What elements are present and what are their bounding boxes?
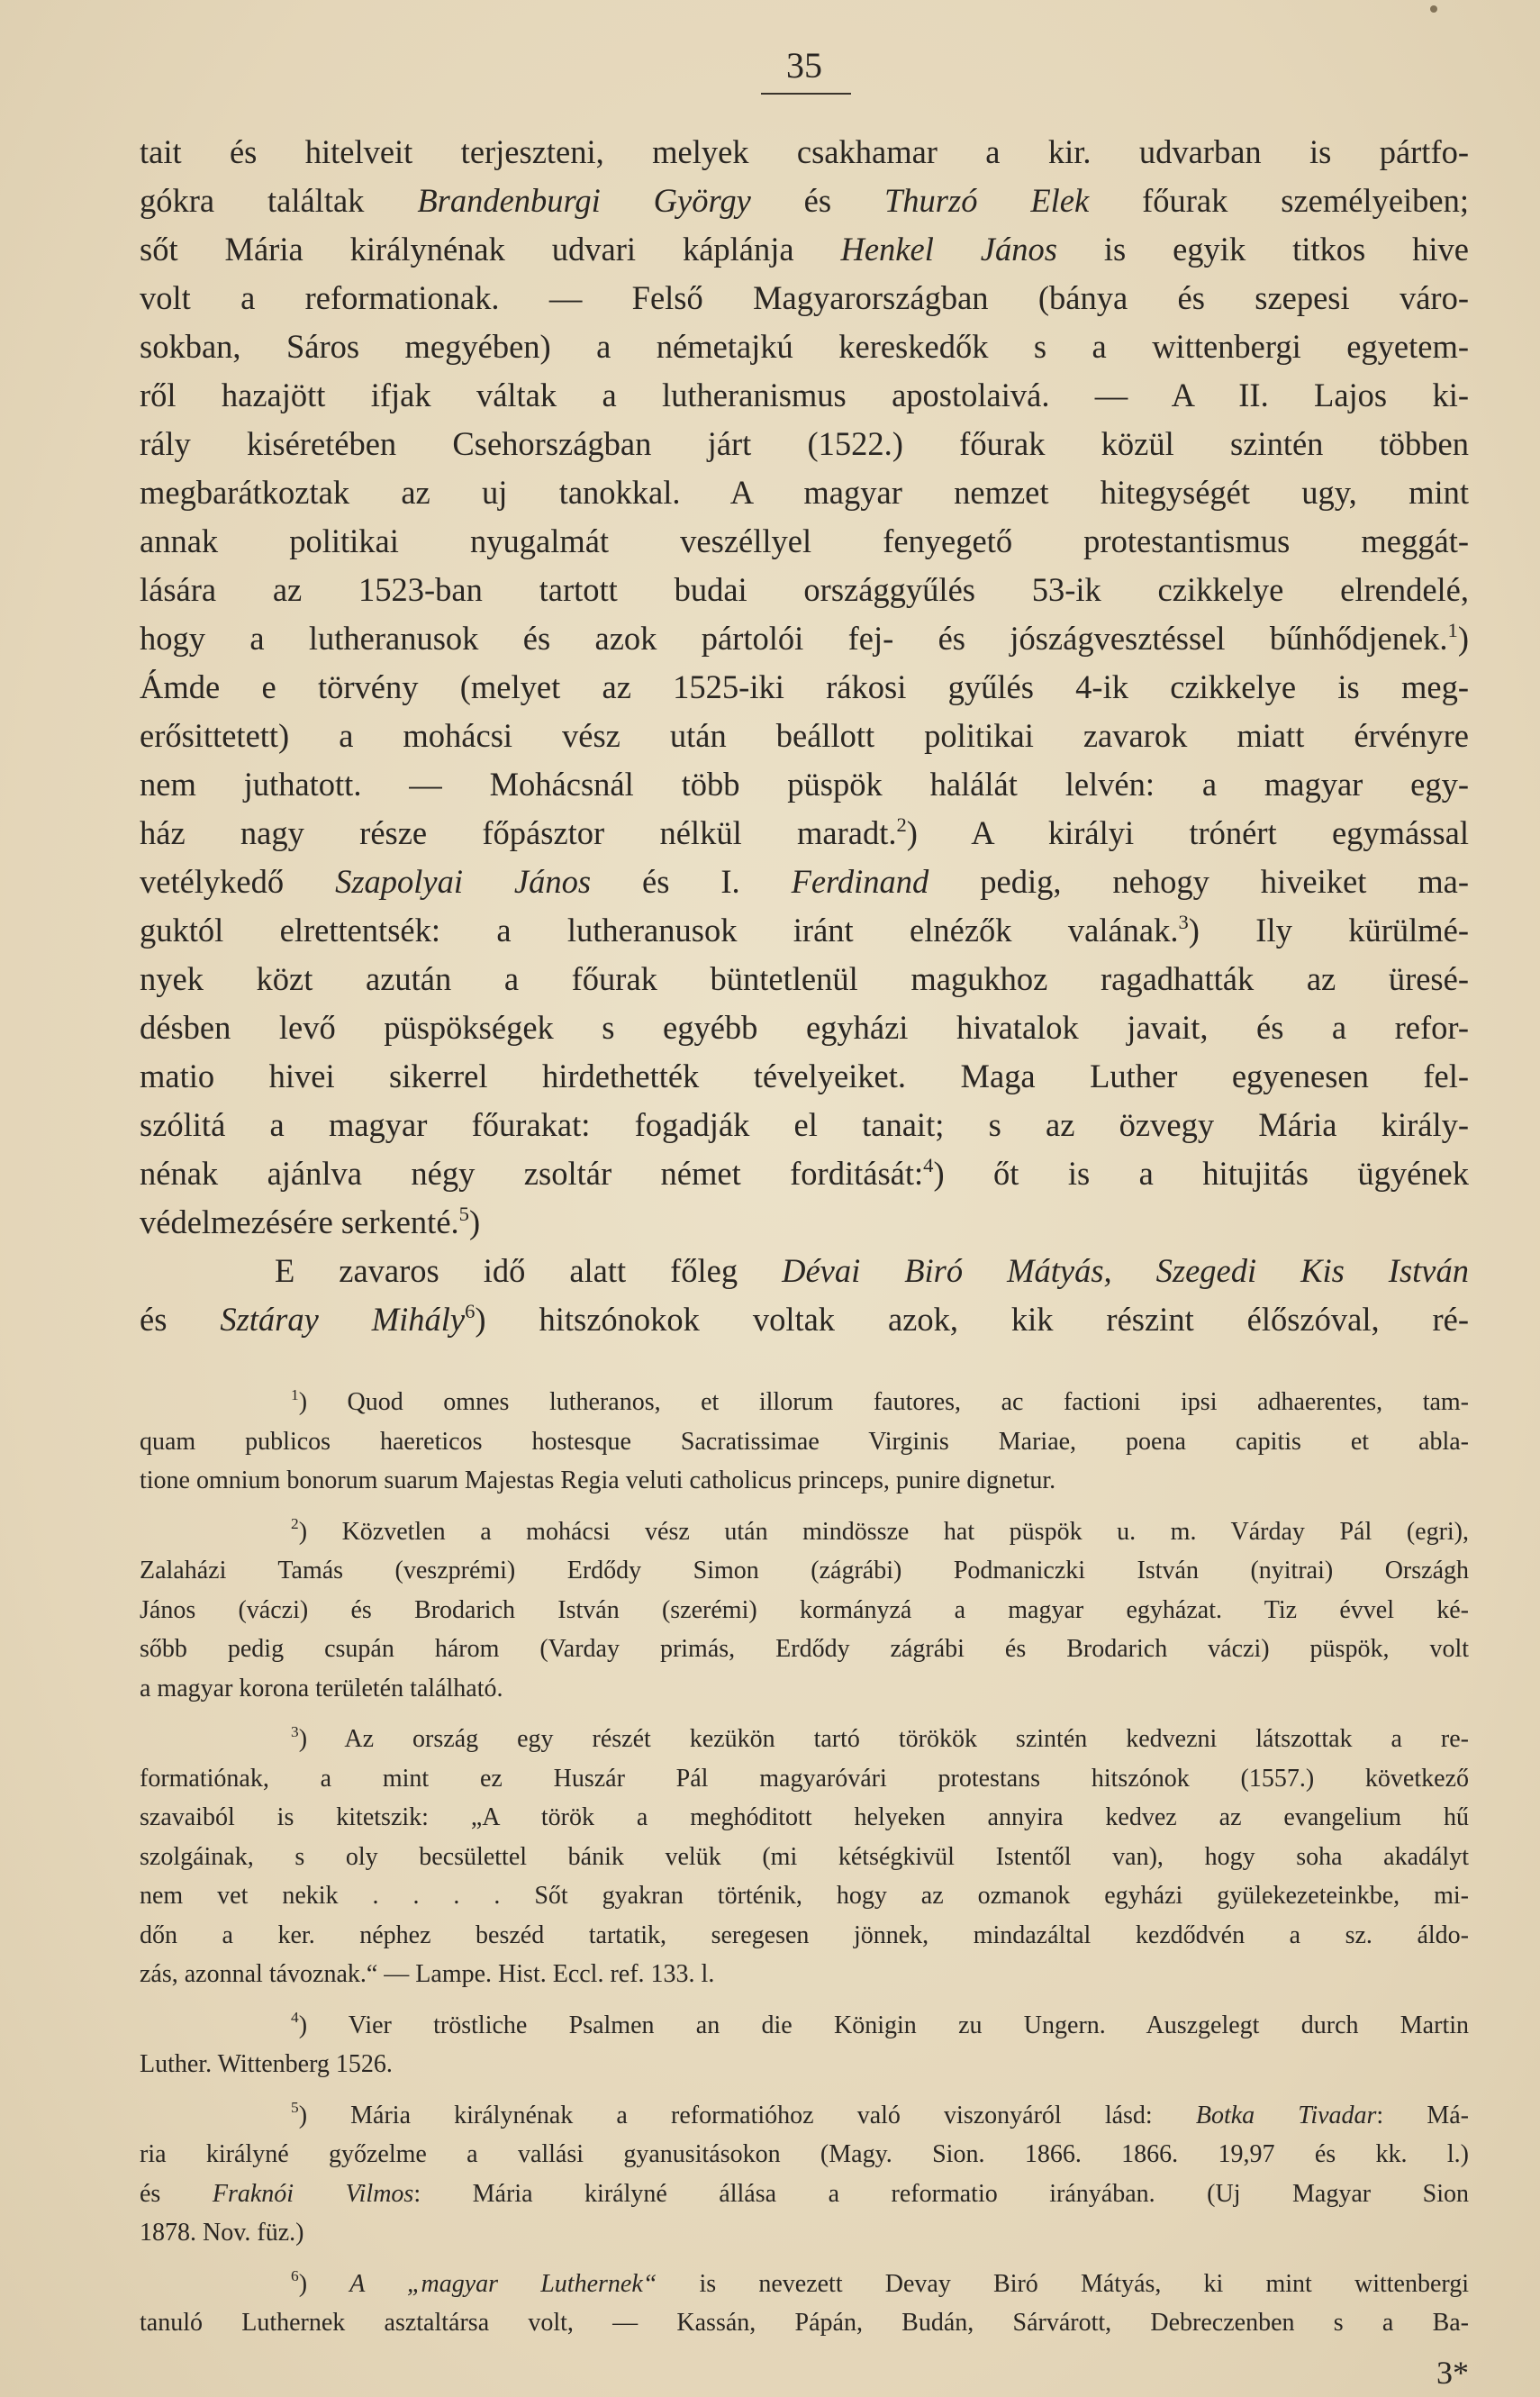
footnote-line: [140, 1876, 1469, 1916]
page-number-rule: [761, 93, 851, 95]
footnote-line: [140, 1591, 1469, 1630]
text-run: ) Vier tröstliche Psalmen an die Königin zu Ungern. Auszgelegt durch Martin: [298, 2011, 1469, 2039]
text-line: [140, 663, 1469, 712]
text-run: ): [468, 1203, 481, 1240]
footnote-ref: 3: [1178, 910, 1189, 933]
text-line: [140, 858, 1469, 906]
footnote-ref: 3: [291, 1722, 299, 1740]
text-line: [140, 420, 1469, 468]
text-run: ) Ily kürülmé-: [1188, 912, 1469, 949]
footnote-line: [140, 1630, 1469, 1669]
text-line: [140, 1052, 1469, 1101]
footnote-line: [140, 1461, 1469, 1501]
text-line: [140, 1003, 1469, 1052]
footnote-line: [140, 2096, 1469, 2136]
text-line: [140, 809, 1469, 858]
italic-name: Dévai Biró Mátyás, Szegedi Kis István: [782, 1252, 1469, 1289]
text-run: és I.: [591, 863, 792, 900]
text-run: ) A királyi trónért egymással: [906, 814, 1469, 851]
text-run: sőt Mária királynénak udvari káplánja: [140, 231, 841, 268]
text-run: ház nagy része főpásztor nélkül maradt.: [140, 814, 897, 851]
italic-name: Ferdinand: [791, 863, 929, 900]
footnote-line: [140, 1916, 1469, 1956]
text-run: is egyik titkos hive: [1056, 231, 1469, 268]
text-run: désben levő püspökségek s egyébb egyházi hivatalok javait, és a refor-: [140, 1009, 1469, 1046]
footnote-ref: 6: [465, 1299, 476, 1322]
italic-name: Szapolyai János: [335, 863, 592, 900]
footnote-line: [140, 1720, 1469, 1759]
text-line: [140, 274, 1469, 322]
text-run: gókra találtak: [140, 182, 418, 219]
text-run: volt a reformationak. — Felső Magyarországban (bánya és szepesi váro-: [140, 279, 1469, 316]
footnote-ref: 5: [291, 2099, 299, 2117]
italic-name: Henkel János: [840, 231, 1057, 268]
text-run: ) Közvetlen a mohácsi vész után mindössze hat püspök u. m. Várday Pál (egri),: [298, 1517, 1469, 1546]
text-run: guktól elrettentsék: a lutheranusok iránt elnézők valának.: [140, 912, 1179, 949]
main-text: [140, 128, 1469, 1344]
text-run: : Mária királyné állása a reformatio irányában. (Uj Magyar Sion: [413, 2179, 1470, 2208]
italic-name: Brandenburgi György: [417, 182, 751, 219]
text-line: [140, 760, 1469, 809]
page-number: 35: [786, 45, 822, 86]
text-run: nem juthatott. — Mohácsnál több püspök halálát lelvén: a magyar egy-: [140, 766, 1469, 803]
text-run: ) őt is a hitujitás ügyének: [933, 1155, 1469, 1192]
text-run: ): [1457, 620, 1469, 657]
footnote-line: [140, 1955, 1469, 1994]
text-line: [140, 1101, 1469, 1149]
text-run: ) Quod omnes lutheranos, et illorum fautores, ac factioni ipsi adhaerentes, tam-: [298, 1388, 1469, 1416]
text-run: nem vet nekik . . . . Sőt gyakran történik, hogy az ozmanok egyházi gyülekezeteinkbe, mi-: [140, 1882, 1469, 1910]
text-run: hogy a lutheranusok és azok pártolói fej- és jószágvesztéssel bűnhődjenek.: [140, 620, 1448, 657]
text-run: erősittetett) a mohácsi vész után beállott politikai zavarok miatt érvényre: [140, 717, 1469, 754]
text-run: matio hivei sikerrel hirdethették tévelyeiket. Maga Luther egyenesen fel-: [140, 1058, 1469, 1094]
footnote-line: [140, 1669, 1469, 1709]
text-run: ) hitszónokok voltak azok, kik részint élőszóval, ré-: [475, 1301, 1469, 1338]
footnote-ref: 1: [1447, 618, 1458, 641]
footnotes: [140, 1383, 1469, 2343]
text-line: [140, 177, 1469, 225]
text-run: nyek közt azután a főurak büntetlenül magukhoz ragadhatták az üresé-: [140, 960, 1469, 997]
text-run: : Má-: [1376, 2101, 1469, 2129]
text-run: dőn a ker. néphez beszéd tartatik, seregesen jönnek, mindazáltal kezdődvén a sz. áldo-: [140, 1920, 1469, 1949]
text-run: nénak ajánlva négy zsoltár német forditását:: [140, 1155, 924, 1192]
italic-name: Fraknói Vilmos: [212, 2179, 414, 2208]
text-run: 1878. Nov. füz.): [140, 2219, 304, 2247]
footnote-ref: 2: [291, 1515, 299, 1533]
text-line: [140, 1295, 1469, 1344]
text-line: [140, 566, 1469, 614]
text-run: Zalaházi Tamás (veszprémi) Erdődy Simon (zágrábi) Podmaniczki István (nyitrai) Országh: [140, 1557, 1469, 1584]
text-run: és: [140, 1301, 221, 1338]
footnote-gap: [140, 1994, 1469, 2006]
text-line: [140, 614, 1469, 663]
footnote-line: [140, 1551, 1469, 1591]
text-run: és: [140, 2179, 213, 2208]
text-run: tanuló Luthernek asztaltársa volt, — Kassán, Pápán, Budán, Sárvárott, Debreczenben s a Ba-: [140, 2309, 1469, 2337]
ink-spot: [1430, 5, 1437, 13]
footnote-line: [140, 2006, 1469, 2046]
text-run: sőbb pedig csupán három (Varday primás, Erdődy zágrábi és Brodarich váczi) püspök, volt: [140, 1635, 1469, 1663]
footnote-ref: 4: [923, 1153, 934, 1176]
text-run: pedig, nehogy hiveiket ma-: [929, 863, 1470, 900]
footnote-line: [140, 1838, 1469, 1877]
text-line: [140, 322, 1469, 371]
text-line: [140, 955, 1469, 1003]
footnote-line: [140, 2135, 1469, 2175]
text-run: szólitá a magyar főurakat: fogadják el tanait; s az özvegy Mária király-: [140, 1106, 1469, 1143]
footnote-line: [140, 2303, 1469, 2343]
footnote-line: [140, 1512, 1469, 1552]
text-line: [140, 906, 1469, 955]
text-run: ria királyné győzelme a vallási gyanusitásokon (Magy. Sion. 1866. 1866. 19,97 és kk. l.): [140, 2140, 1469, 2168]
text-run: tione omnium bonorum suarum Majestas Regia veluti catholicus princeps, punire dignetur.: [140, 1466, 1056, 1494]
text-run: sokban, Sáros megyében) a németajkú kereskedők s a wittenbergi egyetem-: [140, 328, 1469, 365]
footnote-ref: 5: [458, 1202, 469, 1225]
text-run: annak politikai nyugalmát veszéllyel fenyegető protestantismus meggát-: [140, 522, 1469, 559]
italic-name: Thurzó Elek: [883, 182, 1090, 219]
text-line: [140, 517, 1469, 566]
text-run: rály kiséretében Csehországban járt (1522.) főurak közül szintén többen: [140, 425, 1469, 462]
text-run: szolgáinak, s oly becsülettel bánik velük (mi kétségkivül Istentől van), hogy soha akadályt: [140, 1842, 1469, 1871]
footnote-line: [140, 2265, 1469, 2304]
text-line: [140, 371, 1469, 420]
text-run: is nevezett Devay Biró Mátyás, ki mint wittenbergi: [657, 2269, 1470, 2298]
text-run: formatiónak, a mint ez Huszár Pál magyaróvári protestans hitszónok (1557.) következő: [140, 1764, 1469, 1793]
text-run: szavaiból is kitetszik: „A török a meghóditott helyeken annyira kedvez az evangelium hű: [140, 1803, 1469, 1831]
signature-mark: 3*: [1436, 2355, 1469, 2391]
footnote-gap: [140, 1708, 1469, 1720]
text-line: [140, 1247, 1469, 1295]
text-line: [140, 468, 1469, 517]
italic-name: A „magyar Luthernek“: [349, 2269, 657, 2298]
text-run: főurak személyeiben;: [1089, 182, 1470, 219]
footnote-ref: 6: [291, 2267, 299, 2285]
text-run: vetélykedő: [140, 863, 336, 900]
text-run: E zavaros idő alatt főleg: [275, 1252, 783, 1289]
footnote-ref: 4: [291, 2009, 299, 2027]
text-run: ) Az ország egy részét kezükön tartó törökök szintén kedvezni látszottak a re-: [298, 1725, 1469, 1753]
footnote-ref: 1: [291, 1385, 299, 1403]
text-line: [140, 128, 1469, 177]
text-run: Ámde e törvény (melyet az 1525-iki rákosi gyűlés 4-ik czikkelye is meg-: [140, 668, 1469, 705]
text-run: János (váczi) és Brodarich István (szerémi) kormányzá a magyar egyházat. Tiz évvel ké-: [140, 1595, 1469, 1624]
text-run: lására az 1523-ban tartott budai országgyűlés 53-ik czikkelye elrendelé,: [140, 571, 1469, 608]
text-line: [140, 1198, 1469, 1247]
text-run: tait és hitelveit terjeszteni, melyek csakhamar a kir. udvarban is pártfo-: [140, 133, 1469, 170]
footnote-gap: [140, 2084, 1469, 2096]
text-run: és: [750, 182, 884, 219]
text-run: quam publicos haereticos hostesque Sacratissimae Virginis Mariae, poena capitis et abla-: [140, 1427, 1469, 1456]
footnote-line: [140, 1422, 1469, 1462]
text-line: [140, 1149, 1469, 1198]
footnote-line: [140, 2213, 1469, 2253]
footnote-gap: [140, 1501, 1469, 1512]
footnote-line: [140, 1759, 1469, 1799]
text-run: megbarátkoztak az uj tanokkal. A magyar nemzet hitegységét ugy, mint: [140, 474, 1469, 511]
text-run: a magyar korona területén található.: [140, 1674, 503, 1702]
italic-name: Botka Tivadar: [1195, 2101, 1377, 2129]
footnote-gap: [140, 2253, 1469, 2265]
footnote-line: [140, 1383, 1469, 1422]
footnote-line: [140, 1798, 1469, 1838]
text-run: zás, azonnal távoznak.“ — Lampe. Hist. Eccl. ref. 133. l.: [140, 1960, 715, 1988]
text-run: Luther. Wittenberg 1526.: [140, 2050, 393, 2078]
text-run: ről hazajött ifjak váltak a lutheranismus apostolaivá. — A II. Lajos ki-: [140, 377, 1469, 413]
italic-name: Sztáray Mihály: [220, 1301, 466, 1338]
footnote-line: [140, 2175, 1469, 2214]
text-run: ): [298, 2269, 350, 2298]
text-line: [140, 712, 1469, 760]
footnote-ref: 2: [896, 813, 907, 836]
text-line: [140, 225, 1469, 274]
text-run: védelmezésére serkenté.: [140, 1203, 459, 1240]
text-run: ) Mária királynénak a reformatióhoz való viszonyáról lásd:: [298, 2101, 1196, 2129]
footnote-line: [140, 2045, 1469, 2084]
